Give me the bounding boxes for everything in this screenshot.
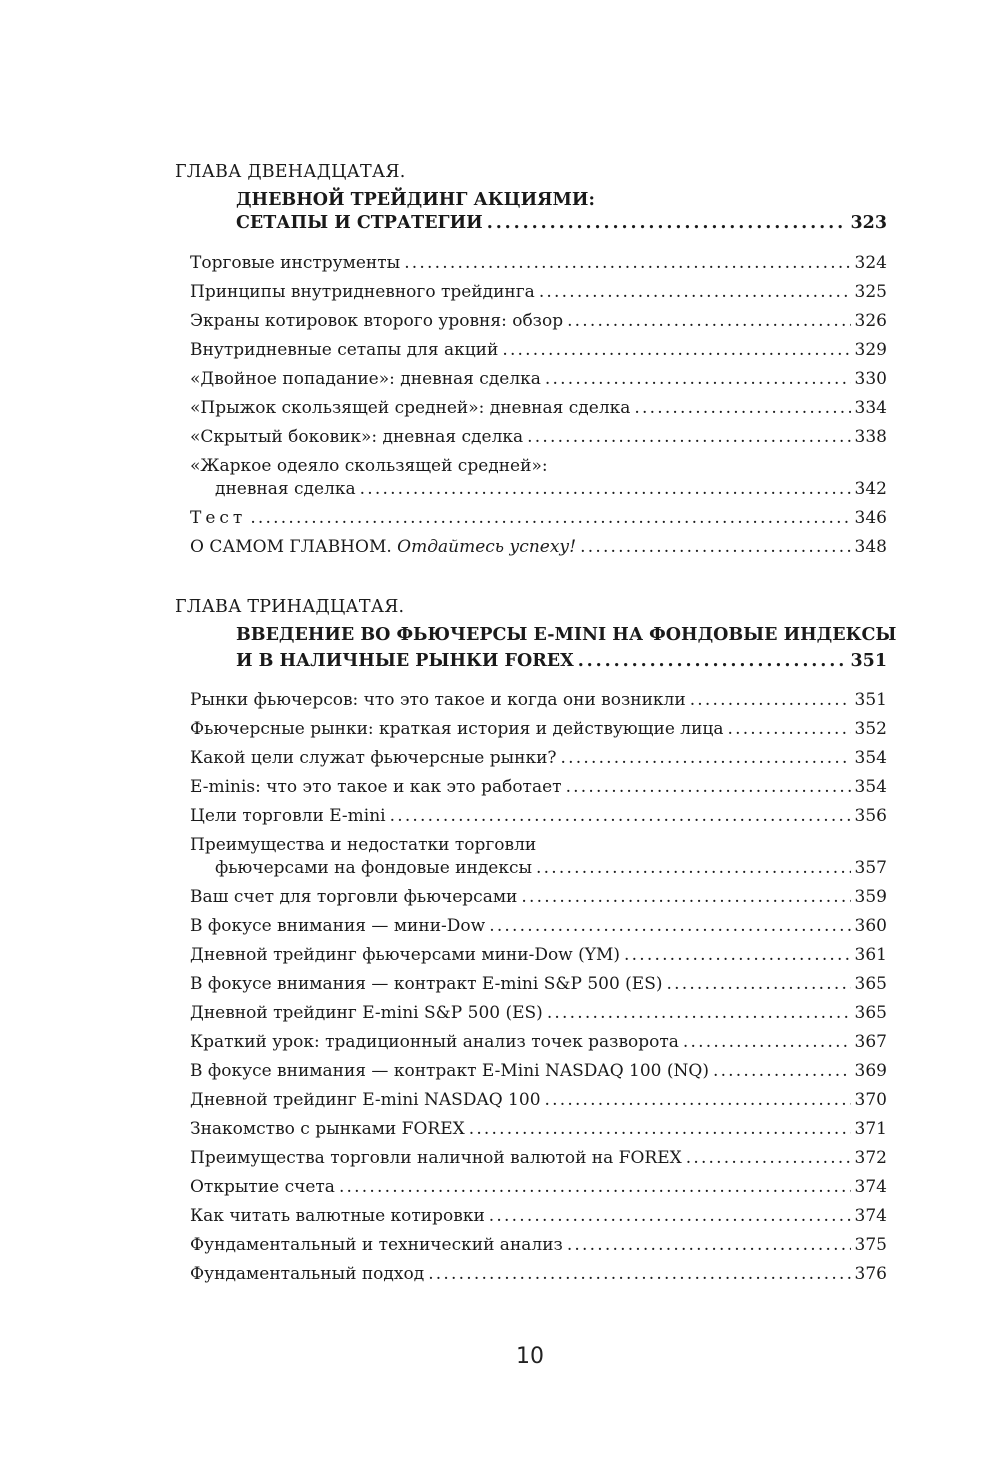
toc-entry-page: 338	[854, 427, 887, 447]
toc-entry-text: Экраны котировок второго уровня: обзор	[190, 311, 564, 331]
toc-entry[interactable]	[190, 1031, 887, 1053]
dot-leader	[489, 1205, 851, 1227]
dot-leader	[567, 1234, 851, 1256]
dot-leader	[690, 689, 851, 711]
chapter-12-title-page: 323	[850, 213, 887, 233]
dot-leader	[487, 212, 847, 234]
toc-entry-text: E-minis: что это такое и как это работает	[190, 777, 562, 797]
toc-entry[interactable]	[190, 973, 887, 995]
dot-leader	[536, 857, 851, 879]
toc-entry[interactable]	[190, 776, 887, 798]
toc-entry-page: 326	[854, 311, 887, 331]
toc-entry[interactable]	[190, 718, 887, 740]
toc-entry-page: 369	[854, 1061, 887, 1081]
toc-entry-text: Фундаментальный и технический анализ	[190, 1235, 563, 1255]
dot-leader	[521, 886, 850, 908]
toc-entry-text-italic: Отдайтесь успеху!	[397, 537, 577, 557]
dot-leader	[527, 426, 850, 448]
dot-leader	[578, 650, 847, 672]
chapter-12-title-line-2[interactable]	[236, 212, 887, 234]
toc-entry[interactable]	[190, 252, 887, 274]
toc-entry-text: Дневной трейдинг E-mini NASDAQ 100	[190, 1090, 541, 1110]
toc-entry[interactable]	[215, 857, 887, 879]
dot-leader	[727, 718, 850, 740]
toc-entry-page: 365	[854, 1003, 887, 1023]
dot-leader	[545, 368, 851, 390]
toc-entry[interactable]	[190, 397, 887, 419]
toc-entry[interactable]	[190, 536, 887, 558]
dot-leader	[539, 281, 851, 303]
dot-leader	[683, 1031, 851, 1053]
toc-entry[interactable]	[190, 426, 887, 448]
toc-entry[interactable]	[190, 1176, 887, 1198]
toc-entry[interactable]	[190, 1089, 887, 1111]
toc-entry-page: 342	[854, 479, 887, 499]
toc-entry-page: 334	[854, 398, 887, 418]
toc-entry[interactable]	[190, 339, 887, 361]
toc-entry-page: 361	[854, 945, 887, 965]
toc-entry-text: Фундаментальный подход	[190, 1264, 425, 1284]
toc-entry-text: Внутридневные сетапы для акций	[190, 340, 499, 360]
dot-leader	[360, 478, 851, 500]
toc-entry-text: Тест	[190, 508, 247, 528]
toc-entry-page: 357	[854, 858, 887, 878]
toc-entry-page: 360	[854, 916, 887, 936]
toc-entry-text: Какой цели служат фьючерсные рынки?	[190, 748, 557, 768]
toc-entry[interactable]	[190, 689, 887, 711]
toc-entry-text: Торговые инструменты	[190, 253, 401, 273]
chapter-13-title-text: И В НАЛИЧНЫЕ РЫНКИ FOREX	[236, 651, 574, 671]
dot-leader	[580, 536, 850, 558]
dot-leader	[339, 1176, 851, 1198]
toc-entry-line-1[interactable]: Преимущества и недостатки торговли	[190, 835, 537, 855]
toc-entry-page: 325	[854, 282, 887, 302]
toc-entry[interactable]	[190, 368, 887, 390]
dot-leader	[686, 1147, 851, 1169]
toc-entry[interactable]	[190, 1060, 887, 1082]
toc-entry[interactable]	[190, 1118, 887, 1140]
toc-entry-text: Дневной трейдинг E-mini S&P 500 (ES)	[190, 1003, 543, 1023]
toc-entry[interactable]	[190, 507, 887, 529]
chapter-13-title-line-2[interactable]	[236, 650, 887, 672]
dot-leader	[561, 747, 851, 769]
dot-leader	[404, 252, 850, 274]
toc-entry-text: фьючерсами на фондовые индексы	[215, 858, 533, 878]
toc-entry[interactable]	[190, 747, 887, 769]
toc-entry-text: Ваш счет для торговли фьючерсами	[190, 887, 518, 907]
toc-entry-page: 367	[854, 1032, 887, 1052]
toc-entry[interactable]	[190, 1002, 887, 1024]
toc-entry-page: 365	[854, 974, 887, 994]
toc-entry-text: «Скрытый боковик»: дневная сделка	[190, 427, 524, 447]
toc-entry-text: Краткий урок: традиционный анализ точек разворота	[190, 1032, 679, 1052]
toc-entry-page: 376	[854, 1264, 887, 1284]
toc-entry[interactable]	[190, 915, 887, 937]
toc-entry-page: 374	[854, 1206, 887, 1226]
toc-entry-page: 351	[854, 690, 887, 710]
dot-leader	[667, 973, 851, 995]
chapter-13-title-line-1: ВВЕДЕНИЕ ВО ФЬЮЧЕРСЫ E-MINI НА ФОНДОВЫЕ ИНДЕКСЫ	[236, 625, 897, 645]
dot-leader	[713, 1060, 851, 1082]
dot-leader	[250, 507, 850, 529]
toc-entry-page: 324	[854, 253, 887, 273]
dot-leader	[545, 1089, 851, 1111]
toc-entry-text: Преимущества торговли наличной валютой на FOREX	[190, 1148, 682, 1168]
toc-entry-page: 330	[854, 369, 887, 389]
dot-leader	[489, 915, 850, 937]
dot-leader	[469, 1118, 851, 1140]
toc-entry[interactable]	[190, 886, 887, 908]
toc-entry[interactable]	[190, 281, 887, 303]
dot-leader	[567, 310, 850, 332]
toc-entry-text: Фьючерсные рынки: краткая история и действующие лица	[190, 719, 724, 739]
toc-entry[interactable]	[190, 1263, 887, 1285]
toc-entry[interactable]	[190, 310, 887, 332]
page-number: 10	[516, 1344, 544, 1369]
toc-entry-text: В фокусе внимания — мини-Dow	[190, 916, 486, 936]
toc-entry-page: 371	[854, 1119, 887, 1139]
toc-entry-page: 370	[854, 1090, 887, 1110]
toc-entry-text-caps: О САМОМ ГЛАВНОМ.	[190, 537, 392, 557]
toc-entry-page: 348	[854, 537, 887, 557]
toc-entry-page: 374	[854, 1177, 887, 1197]
toc-entry-text: Дневной трейдинг фьючерсами мини-Dow (YM)	[190, 945, 621, 965]
toc-entry[interactable]	[190, 1205, 887, 1227]
toc-entry-text: Открытие счета	[190, 1177, 335, 1197]
toc-entry-page: 352	[854, 719, 887, 739]
toc-entry-text: В фокусе внимания — контракт E-Mini NASDAQ 100 (NQ)	[190, 1061, 709, 1081]
dot-leader	[390, 805, 851, 827]
dot-leader	[634, 397, 850, 419]
toc-entry-text: «Прыжок скользящей средней»: дневная сделка	[190, 398, 631, 418]
dot-leader	[428, 1263, 850, 1285]
dot-leader	[566, 776, 851, 798]
chapter-13-label: ГЛАВА ТРИНАДЦАТАЯ.	[175, 597, 405, 617]
toc-entry-page: 329	[854, 340, 887, 360]
toc-entry[interactable]	[190, 1147, 887, 1169]
chapter-12-label: ГЛАВА ДВЕНАДЦАТАЯ.	[175, 162, 406, 182]
dot-leader	[624, 944, 851, 966]
toc-entry-page: 354	[854, 748, 887, 768]
toc-entry-text: Знакомство с рынками FOREX	[190, 1119, 465, 1139]
toc-entry-line-1[interactable]: «Жаркое одеяло скользящей средней»:	[190, 456, 548, 476]
toc-entry-page: 375	[854, 1235, 887, 1255]
dot-leader	[502, 339, 850, 361]
toc-entry-text: Цели торговли E-mini	[190, 806, 386, 826]
toc-entry[interactable]	[190, 944, 887, 966]
toc-entry-page: 372	[854, 1148, 887, 1168]
toc-entry-text: «Двойное попадание»: дневная сделка	[190, 369, 541, 389]
toc-entry-text: В фокусе внимания — контракт E-mini S&P 500 (ES)	[190, 974, 663, 994]
toc-entry-page: 356	[854, 806, 887, 826]
toc-entry[interactable]	[190, 1234, 887, 1256]
toc-entry-page: 359	[854, 887, 887, 907]
toc-entry[interactable]	[215, 478, 887, 500]
toc-entry[interactable]	[190, 805, 887, 827]
dot-leader	[547, 1002, 851, 1024]
toc-entry-text: Рынки фьючерсов: что это такое и когда они возникли	[190, 690, 686, 710]
toc-entry-page: 354	[854, 777, 887, 797]
toc-entry-text: Как читать валютные котировки	[190, 1206, 485, 1226]
toc-entry-text: Принципы внутридневного трейдинга	[190, 282, 535, 302]
toc-entry-page: 346	[854, 508, 887, 528]
toc-entry-text: дневная сделка	[215, 479, 356, 499]
chapter-13-title-page: 351	[850, 651, 887, 671]
chapter-12-title-text: СЕТАПЫ И СТРАТЕГИИ	[236, 213, 483, 233]
chapter-12-title-line-1: ДНЕВНОЙ ТРЕЙДИНГ АКЦИЯМИ:	[236, 190, 595, 210]
